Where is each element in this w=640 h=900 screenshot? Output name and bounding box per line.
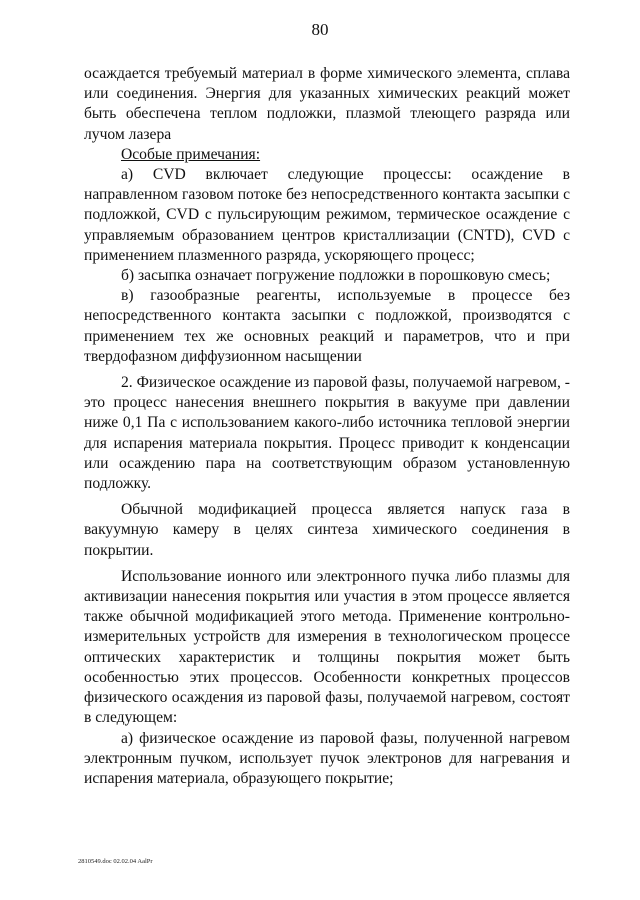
modification-1-paragraph: Обычной модификацией процесса является напуск газа в вакуумную камеру в целях синтеза химического соединения в покрытии. — [84, 501, 570, 559]
note-c-paragraph: в) газообразные реагенты, используемые в процессе без непосредственного контакта засыпки с подложкой, производятся с применением тех же основных реакций и параметров, что и при твердофазном диффузионном насыщении — [84, 287, 570, 365]
modification-2-paragraph: Использование ионного или электронного пучка либо плазмы для активизации нанесения покрытия или участия в этом процессе является также обычной модификацией этого метода. Применение контрольно-измерительных устройств для измерения в технологическом процессе оптических характеристик и толщины покрытия может быть особенностью этих процессов. Особенности конкретных процессов физического осаждения из паровой фазы, получаемой нагревом, состоят в следующем: — [84, 567, 570, 727]
document-body — [84, 64, 570, 789]
note-a-paragraph: а) CVD включает следующие процессы: осаждение в направленном газовом потоке без непосредственного контакта засыпки с подложкой, CVD с пульсирующим режимом, термическое осаждение с управляемым образованием центров кристаллизации (CNTD), CVD с применением плазменного разряда, ускоряющего процесс; — [84, 166, 570, 264]
footer-file-reference: 2810549.doc 02.02.04 AalPr — [78, 858, 153, 865]
note-b-paragraph: б) засыпка означает погружение подложки в порошковую смесь; — [121, 267, 551, 285]
notes-heading: Особые примечания: — [121, 145, 261, 163]
section-2-paragraph: 2. Физическое осаждение из паровой фазы, получаемой нагревом, - это процесс нанесения внешнего покрытия в вакууме при давлении ниже 0,1 Па с использованием какого-либо источника тепловой энергии для испарения материала покрытия. Процесс приводит к конденсации или осаждению пара на соответствующим образом установленную подложку. — [84, 374, 570, 493]
page-number: 80 — [311, 20, 329, 39]
intro-paragraph: осаждается требуемый материал в форме химического элемента, сплава или соединения. Энергия для указанных химических реакций может быть обеспечена теплом подложки, плазмой тлеющего разряда или лучом лазера — [84, 65, 570, 143]
item-a-paragraph: а) физическое осаждение из паровой фазы, полученной нагревом электронным пучком, использует пучок электронов для нагревания и испарения материала, образующего покрытие; — [84, 729, 570, 787]
